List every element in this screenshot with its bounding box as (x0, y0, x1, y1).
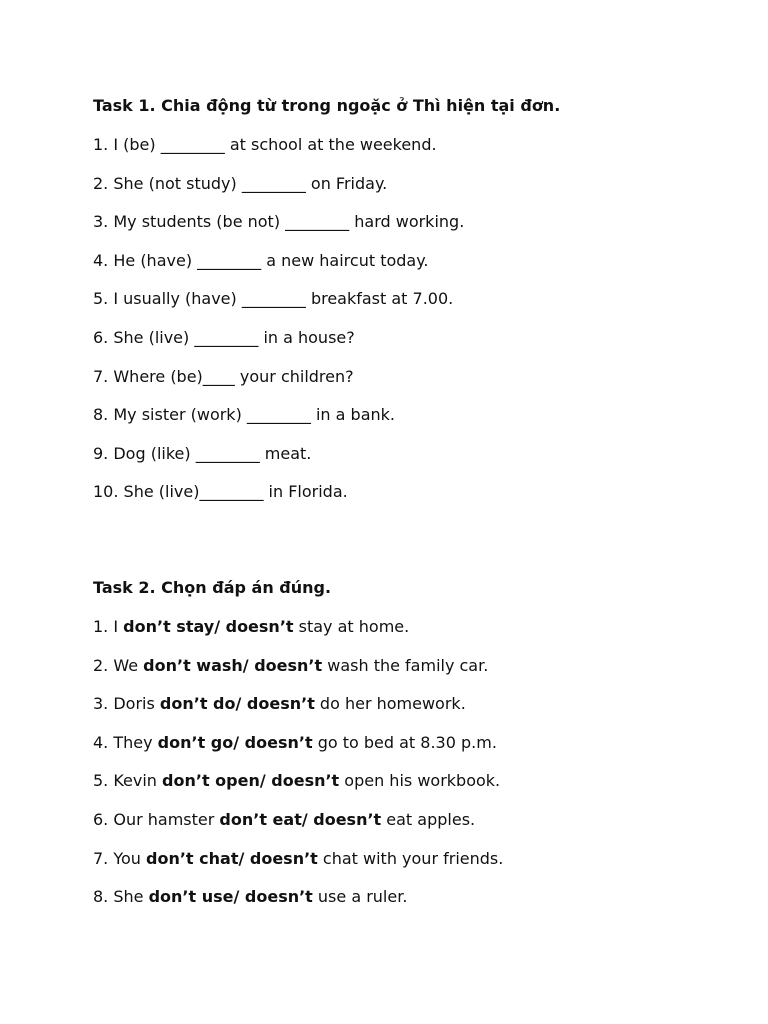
task-2-item (93, 769, 733, 793)
task-2-item (93, 847, 733, 871)
task-2-item (93, 808, 733, 832)
item-suffix: do her homework. (314, 694, 466, 714)
task-2-item (93, 654, 733, 678)
answer-choice: don’t stay/ doesn’t (123, 617, 294, 636)
task-2-item (93, 615, 733, 639)
task-2-heading: Task 2. Chọn đáp án đúng. (93, 578, 332, 597)
answer-choice: don’t eat/ doesn’t (219, 809, 382, 829)
task-2-item (93, 731, 733, 755)
item-prefix: 7. You (93, 848, 147, 868)
task-1-item: 9. Dog (like) ________ meat. (93, 443, 312, 463)
item-prefix: 5. Kevin (93, 771, 163, 791)
task-1-item: 7. Where (be)____ your children? (93, 366, 354, 386)
task-1-section (93, 94, 733, 519)
task-1-item: 6. She (live) ________ in a house? (93, 327, 355, 347)
item-suffix: wash the family car. (322, 655, 489, 675)
task-1-item: 2. She (not study) ________ on Friday. (93, 173, 388, 193)
item-suffix: go to bed at 8.30 p.m. (312, 732, 497, 752)
item-prefix: 6. Our hamster (93, 809, 220, 829)
item-prefix: 3. Doris (93, 694, 160, 714)
item-prefix: 8. She (93, 887, 149, 907)
answer-choice: don’t wash/ doesn’t (143, 655, 323, 675)
task-2-item (93, 692, 733, 716)
item-suffix: eat apples. (381, 809, 476, 829)
answer-choice: don’t go/ doesn’t (157, 732, 313, 752)
task-1-item: 3. My students (be not) ________ hard working. (93, 212, 465, 232)
task-1-item: 8. My sister (work) ________ in a bank. (93, 405, 395, 425)
answer-choice: don’t use/ doesn’t (148, 887, 313, 907)
item-prefix: 2. We (93, 655, 144, 675)
task-2-section (93, 576, 733, 924)
task-1-item: 10. She (live)________ in Florida. (93, 482, 348, 502)
answer-choice: don’t open/ doesn’t (162, 771, 340, 791)
item-suffix: stay at home. (293, 617, 410, 636)
task-2-item (93, 885, 733, 909)
task-1-item: 5. I usually (have) ________ breakfast at 7.00. (93, 289, 454, 309)
item-suffix: open his workbook. (339, 771, 501, 791)
task-1-heading: Task 1. Chia động từ trong ngoặc ở Thì hiện tại đơn. (93, 96, 561, 115)
item-prefix: 1. I (93, 617, 124, 636)
item-suffix: use a ruler. (312, 887, 408, 907)
answer-choice: don’t do/ doesn’t (159, 694, 315, 714)
answer-choice: don’t chat/ doesn’t (146, 848, 318, 868)
item-suffix: chat with your friends. (317, 848, 504, 868)
task-1-item: 1. I (be) ________ at school at the weekend. (93, 135, 437, 154)
task-1-item: 4. He (have) ________ a new haircut today. (93, 250, 429, 270)
item-prefix: 4. They (93, 732, 158, 752)
